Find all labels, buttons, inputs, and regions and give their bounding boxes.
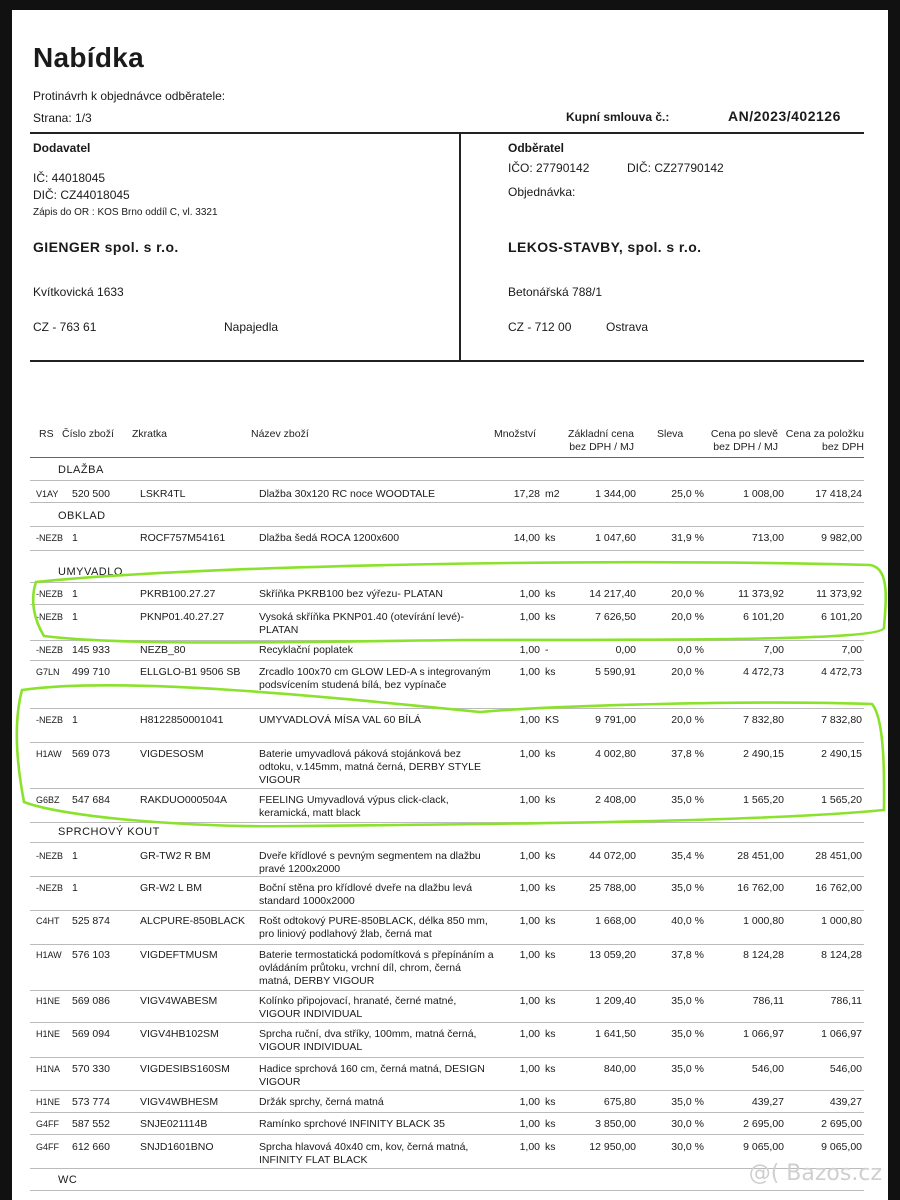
cell-code: 569 086 xyxy=(72,995,110,1007)
cell-abbr: GR-TW2 R BM xyxy=(140,850,211,862)
cell-code: 569 094 xyxy=(72,1028,110,1040)
cell-abbr: NEZB_80 xyxy=(140,644,186,656)
cell-abbr: PKRB100.27.27 xyxy=(140,588,216,600)
cell-discount: 40,0 % xyxy=(671,915,704,927)
section-underline xyxy=(30,480,864,481)
row-divider xyxy=(30,822,864,823)
row-divider xyxy=(30,660,864,661)
cell-after-discount: 1 066,97 xyxy=(743,1028,784,1040)
cell-qty: 1,00 xyxy=(519,644,540,656)
cell-name: Kolínko připojovací, hranaté, černé matné, VIGOUR INDIVIDUAL xyxy=(259,995,457,1020)
cell-rs: H1NA xyxy=(36,1064,61,1074)
cell-qty: 1,00 xyxy=(519,714,540,726)
col-total xyxy=(774,428,864,454)
document-title: Nabídka xyxy=(33,42,145,73)
cell-qty: 1,00 xyxy=(519,850,540,862)
cell-unit: ks xyxy=(545,532,556,544)
cell-base-price: 4 002,80 xyxy=(595,748,636,760)
cell-qty: 1,00 xyxy=(519,915,540,927)
cell-name: Recyklační poplatek xyxy=(259,644,353,656)
cell-qty: 1,00 xyxy=(519,1063,540,1075)
row-divider xyxy=(30,708,864,709)
cell-abbr: ELLGLO-B1 9506 SB xyxy=(140,666,241,678)
col-after-discount-line2: bez DPH / MJ xyxy=(713,441,778,453)
row-divider xyxy=(30,1134,864,1135)
cell-total: 7 832,80 xyxy=(821,714,862,726)
cell-abbr: LSKR4TL xyxy=(140,488,186,500)
cell-base-price: 25 788,00 xyxy=(589,882,636,894)
cell-rs: H1NE xyxy=(36,1029,61,1039)
supplier-name: GIENGER spol. s r.o. xyxy=(33,239,179,255)
customer-zip: CZ - 712 00 xyxy=(508,320,572,334)
col-after-discount-line1: Cena po slevě xyxy=(710,428,778,440)
cell-qty: 1,00 xyxy=(519,794,540,806)
cell-discount: 35,4 % xyxy=(671,850,704,862)
cell-abbr: SNJE021114B xyxy=(140,1118,208,1130)
cell-abbr: VIGDEFTMUSM xyxy=(140,949,218,961)
cell-qty: 1,00 xyxy=(519,949,540,961)
cell-name: Skříňka PKRB100 bez výřezu- PLATAN xyxy=(259,588,444,600)
cell-after-discount: 8 124,28 xyxy=(743,949,784,961)
row-divider xyxy=(30,788,864,789)
cell-abbr: VIGV4WBHESM xyxy=(140,1096,219,1108)
customer-city: Ostrava xyxy=(606,320,649,334)
row-divider xyxy=(30,502,864,503)
supplier-zip: CZ - 763 61 xyxy=(33,320,97,334)
cell-after-discount: 7 832,80 xyxy=(743,714,784,726)
cell-total: 2 695,00 xyxy=(821,1118,862,1130)
cell-total: 4 472,73 xyxy=(821,666,862,678)
cell-name: FEELING Umyvadlová výpus click-clack, keramická, matt black xyxy=(259,794,449,819)
cell-rs: -NEZB xyxy=(36,612,63,622)
cell-abbr: VIGDESIBS160SM xyxy=(140,1063,230,1075)
cell-total: 439,27 xyxy=(829,1096,862,1108)
section-label: UMYVADLO xyxy=(58,566,123,578)
cell-abbr: VIGV4HB102SM xyxy=(140,1028,219,1040)
cell-unit: ks xyxy=(545,1063,556,1075)
cell-abbr: PKNP01.40.27.27 xyxy=(140,611,225,623)
cell-unit: KS xyxy=(545,714,560,726)
cell-unit: ks xyxy=(545,949,556,961)
cell-name: Držák sprchy, černá matná xyxy=(259,1096,384,1108)
cell-after-discount: 7,00 xyxy=(763,644,784,656)
col-rs: RS xyxy=(39,428,54,440)
cell-base-price: 44 072,00 xyxy=(589,850,636,862)
cell-discount: 37,8 % xyxy=(671,748,704,760)
cell-base-price: 7 626,50 xyxy=(595,611,636,623)
cell-after-discount: 2 490,15 xyxy=(743,748,784,760)
cell-discount: 35,0 % xyxy=(671,794,704,806)
cell-unit: ks xyxy=(545,915,556,927)
cell-name: Vysoká skříňka PKNP01.40 (otevírání levé)- PLATAN xyxy=(259,611,465,636)
cell-rs: -NEZB xyxy=(36,883,63,893)
cell-code: 1 xyxy=(72,882,78,894)
cell-after-discount: 1 565,20 xyxy=(743,794,784,806)
cell-discount: 35,0 % xyxy=(671,882,704,894)
customer-street: Betonářská 788/1 xyxy=(508,285,603,299)
cell-total: 7,00 xyxy=(841,644,862,656)
cell-discount: 20,0 % xyxy=(671,666,704,678)
cell-base-price: 9 791,00 xyxy=(595,714,636,726)
cell-discount: 30,0 % xyxy=(671,1141,704,1153)
cell-rs: G7LN xyxy=(36,667,60,677)
cell-qty: 1,00 xyxy=(519,588,540,600)
cell-base-price: 1 668,00 xyxy=(595,915,636,927)
cell-unit: - xyxy=(545,644,549,656)
section-label: WC xyxy=(58,1174,78,1186)
watermark: @( Bazos.cz xyxy=(748,1161,882,1186)
photo-border-right xyxy=(888,0,900,1200)
col-base-price-line2: bez DPH / MJ xyxy=(569,441,634,453)
customer-dic: DIČ: CZ27790142 xyxy=(627,161,724,175)
cell-total: 2 490,15 xyxy=(821,748,862,760)
cell-after-discount: 713,00 xyxy=(751,532,784,544)
col-name: Název zboží xyxy=(251,428,309,440)
cell-name: Baterie umyvadlová páková stojánková bez odtoku, v.145mm, matná černá, DERBY STYLE VIGOUR xyxy=(259,748,481,786)
cell-total: 11 373,92 xyxy=(816,588,862,600)
cell-qty: 1,00 xyxy=(519,611,540,623)
cell-rs: -NEZB xyxy=(36,533,63,543)
cell-code: 1 xyxy=(72,532,78,544)
cell-qty: 1,00 xyxy=(519,1096,540,1108)
cell-code: 145 933 xyxy=(72,644,110,656)
col-base-price xyxy=(548,428,634,454)
cell-after-discount: 16 762,00 xyxy=(737,882,784,894)
cell-after-discount: 546,00 xyxy=(751,1063,784,1075)
document-subtitle: Protinávrh k objednávce odběratele: xyxy=(33,89,226,103)
cell-qty: 14,00 xyxy=(513,532,540,544)
cell-unit: ks xyxy=(545,611,556,623)
cell-base-price: 12 950,00 xyxy=(589,1141,636,1153)
cell-total: 28 451,00 xyxy=(815,850,862,862)
cell-name: Hadice sprchová 160 cm, černá matná, DESIGN VIGOUR xyxy=(259,1063,485,1088)
party-divider xyxy=(459,132,461,362)
supplier-city: Napajedla xyxy=(224,320,279,334)
cell-qty: 1,00 xyxy=(519,1028,540,1040)
cell-rs: G4FF xyxy=(36,1119,60,1129)
cell-unit: ks xyxy=(545,588,556,600)
page-indicator: Strana: 1/3 xyxy=(33,111,92,125)
cell-unit: m2 xyxy=(545,488,560,500)
section-underline xyxy=(30,1190,864,1191)
cell-code: 547 684 xyxy=(72,794,110,806)
row-divider xyxy=(30,910,864,911)
cell-total: 1 000,80 xyxy=(821,915,862,927)
cell-rs: V1AY xyxy=(36,489,59,499)
cell-base-price: 2 408,00 xyxy=(595,794,636,806)
cell-rs: G4FF xyxy=(36,1142,60,1152)
cell-after-discount: 439,27 xyxy=(751,1096,784,1108)
cell-total: 546,00 xyxy=(829,1063,862,1075)
cell-after-discount: 9 065,00 xyxy=(743,1141,784,1153)
row-divider xyxy=(30,1057,864,1058)
supplier-heading: Dodavatel xyxy=(33,141,91,155)
cell-discount: 35,0 % xyxy=(671,995,704,1007)
cell-qty: 1,00 xyxy=(519,748,540,760)
cell-base-price: 0,00 xyxy=(615,644,636,656)
cell-qty: 1,00 xyxy=(519,1141,540,1153)
section-label: SPRCHOVÝ KOUT xyxy=(58,826,160,838)
cell-rs: G6BZ xyxy=(36,795,60,805)
cell-name: Sprcha hlavová 40x40 cm, kov, černá matná, INFINITY FLAT BLACK xyxy=(259,1141,469,1166)
cell-code: 573 774 xyxy=(72,1096,110,1108)
customer-ico: IČO: 27790142 xyxy=(508,161,590,175)
cell-base-price: 14 217,40 xyxy=(589,588,636,600)
cell-discount: 20,0 % xyxy=(671,588,704,600)
cell-rs: -NEZB xyxy=(36,589,63,599)
row-divider xyxy=(30,944,864,945)
cell-after-discount: 6 101,20 xyxy=(743,611,784,623)
cell-qty: 1,00 xyxy=(519,882,540,894)
cell-abbr: ALCPURE-850BLACK xyxy=(140,915,246,927)
supplier-register: Zápis do OR : KOS Brno oddíl C, vl. 3321 xyxy=(33,207,218,218)
cell-base-price: 1 209,40 xyxy=(595,995,636,1007)
cell-discount: 37,8 % xyxy=(671,949,704,961)
cell-code: 587 552 xyxy=(72,1118,110,1130)
col-total-line1: Cena za položku xyxy=(785,428,864,440)
photo-border-top xyxy=(0,0,900,10)
cell-rs: H1AW xyxy=(36,749,62,759)
cell-name: Ramínko sprchové INFINITY BLACK 35 xyxy=(259,1118,445,1130)
section-underline xyxy=(30,582,864,583)
cell-after-discount: 2 695,00 xyxy=(743,1118,784,1130)
cell-total: 786,11 xyxy=(830,995,862,1007)
cell-base-price: 1 047,60 xyxy=(595,532,636,544)
cell-discount: 35,0 % xyxy=(671,1063,704,1075)
cell-name: Dveře křídlové s pevným segmentem na dlažbu pravé 1200x2000 xyxy=(259,850,481,875)
cell-code: 1 xyxy=(72,850,78,862)
cell-code: 570 330 xyxy=(72,1063,110,1075)
cell-unit: ks xyxy=(545,1141,556,1153)
cell-rs: -NEZB xyxy=(36,715,63,725)
supplier-street: Kvítkovická 1633 xyxy=(33,285,124,299)
row-divider xyxy=(30,1112,864,1113)
cell-total: 1 565,20 xyxy=(821,794,862,806)
col-discount: Sleva xyxy=(657,428,684,440)
cell-base-price: 675,80 xyxy=(603,1096,636,1108)
cell-discount: 20,0 % xyxy=(671,611,704,623)
photo-border-left xyxy=(0,0,12,1200)
cell-after-discount: 1 008,00 xyxy=(743,488,784,500)
cell-unit: ks xyxy=(545,748,556,760)
cell-abbr: H8122850001041 xyxy=(140,714,224,726)
col-base-price-line1: Základní cena xyxy=(568,428,634,440)
cell-discount: 25,0 % xyxy=(671,488,704,500)
section-label: OBKLAD xyxy=(58,510,106,522)
header-rule-top xyxy=(30,132,864,134)
cell-code: 1 xyxy=(72,611,78,623)
header-underline xyxy=(30,457,864,458)
cell-abbr: SNJD1601BNO xyxy=(140,1141,214,1153)
cell-unit: ks xyxy=(545,794,556,806)
cell-base-price: 1 344,00 xyxy=(595,488,636,500)
row-divider xyxy=(30,990,864,991)
cell-code: 1 xyxy=(72,714,78,726)
cell-rs: -NEZB xyxy=(36,645,63,655)
cell-qty: 1,00 xyxy=(519,995,540,1007)
cell-abbr: RAKDUO000504A xyxy=(140,794,227,806)
cell-after-discount: 11 373,92 xyxy=(738,588,784,600)
cell-name: Baterie termostatická podomítková s přepínáním a ovládáním průtoku, vrchní díl, chrom, černá matná, DERBY VIGOUR xyxy=(259,949,494,987)
cell-code: 576 103 xyxy=(72,949,110,961)
cell-rs: H1NE xyxy=(36,996,61,1006)
cell-discount: 0,0 % xyxy=(677,644,704,656)
cell-after-discount: 786,11 xyxy=(752,995,784,1007)
section-underline xyxy=(30,842,864,843)
supplier-dic: DIČ: CZ44018045 xyxy=(33,188,130,202)
section-label: DLAŽBA xyxy=(58,464,104,476)
cell-name: UMYVADLOVÁ MÍSA VAL 60 BÍLÁ xyxy=(259,714,422,726)
cell-code: 612 660 xyxy=(72,1141,110,1153)
row-divider xyxy=(30,1168,864,1169)
cell-after-discount: 1 000,80 xyxy=(743,915,784,927)
cell-unit: ks xyxy=(545,882,556,894)
cell-abbr: ROCF757M54161 xyxy=(140,532,226,544)
cell-base-price: 13 059,20 xyxy=(589,949,636,961)
cell-code: 499 710 xyxy=(72,666,110,678)
cell-qty: 1,00 xyxy=(519,1118,540,1130)
cell-name: Rošt odtokový PURE-850BLACK, délka 850 mm, pro liniový podlahový žlab, černá mat xyxy=(259,915,488,940)
cell-abbr: VIGV4WABESM xyxy=(140,995,218,1007)
cell-code: 569 073 xyxy=(72,748,110,760)
row-divider xyxy=(30,1090,864,1091)
cell-unit: ks xyxy=(545,1118,556,1130)
cell-name: Dlažba 30x120 RC noce WOODTALE xyxy=(259,488,436,500)
cell-code: 525 874 xyxy=(72,915,110,927)
cell-after-discount: 28 451,00 xyxy=(737,850,784,862)
cell-rs: H1AW xyxy=(36,950,62,960)
cell-code: 1 xyxy=(72,588,78,600)
cell-base-price: 840,00 xyxy=(603,1063,636,1075)
cell-base-price: 5 590,91 xyxy=(595,666,636,678)
cell-base-price: 3 850,00 xyxy=(595,1118,636,1130)
cell-rs: H1NE xyxy=(36,1097,61,1107)
cell-total: 9 982,00 xyxy=(821,532,862,544)
cell-rs: C4HT xyxy=(36,916,60,926)
customer-order: Objednávka: xyxy=(508,185,576,199)
col-qty: Množství xyxy=(494,428,537,440)
cell-discount: 20,0 % xyxy=(671,714,704,726)
header-rule-bottom xyxy=(30,360,864,362)
cell-base-price: 1 641,50 xyxy=(595,1028,636,1040)
cell-rs: -NEZB xyxy=(36,851,63,861)
cell-unit: ks xyxy=(545,1096,556,1108)
contract-label: Kupní smlouva č.: xyxy=(566,110,670,124)
row-divider xyxy=(30,550,864,551)
cell-total: 1 066,97 xyxy=(821,1028,862,1040)
cell-total: 6 101,20 xyxy=(821,611,862,623)
customer-name: LEKOS-STAVBY, spol. s r.o. xyxy=(508,239,702,255)
cell-discount: 35,0 % xyxy=(671,1096,704,1108)
customer-heading: Odběratel xyxy=(508,141,565,155)
row-divider xyxy=(30,1022,864,1023)
cell-discount: 30,0 % xyxy=(671,1118,704,1130)
cell-unit: ks xyxy=(545,1028,556,1040)
col-after-discount xyxy=(694,428,778,454)
cell-total: 8 124,28 xyxy=(821,949,862,961)
cell-qty: 17,28 xyxy=(513,488,540,500)
col-abbr: Zkratka xyxy=(132,428,168,440)
cell-name: Dlažba šedá ROCA 1200x600 xyxy=(259,532,400,544)
cell-name: Sprcha ruční, dva stříky, 100mm, matná černá, VIGOUR INDIVIDUAL xyxy=(259,1028,477,1053)
contract-number: AN/2023/402126 xyxy=(728,108,841,124)
row-divider xyxy=(30,640,864,641)
row-divider xyxy=(30,742,864,743)
cell-total: 9 065,00 xyxy=(821,1141,862,1153)
supplier-ico: IČ: 44018045 xyxy=(33,171,106,185)
cell-total: 17 418,24 xyxy=(815,488,862,500)
row-divider xyxy=(30,876,864,877)
cell-total: 16 762,00 xyxy=(815,882,862,894)
cell-unit: ks xyxy=(545,995,556,1007)
cell-unit: ks xyxy=(545,850,556,862)
cell-abbr: GR-W2 L BM xyxy=(140,882,203,894)
cell-discount: 31,9 % xyxy=(671,532,704,544)
cell-name: Zrcadlo 100x70 cm GLOW LED-A s integrovaným podsvícením studená bílá, bez vypínače xyxy=(259,666,491,691)
cell-qty: 1,00 xyxy=(519,666,540,678)
row-divider xyxy=(30,604,864,605)
cell-abbr: VIGDESOSM xyxy=(140,748,204,760)
section-underline xyxy=(30,526,864,527)
cell-discount: 35,0 % xyxy=(671,1028,704,1040)
col-code: Číslo zboží xyxy=(62,428,114,440)
cell-after-discount: 4 472,73 xyxy=(743,666,784,678)
cell-code: 520 500 xyxy=(72,488,110,500)
col-total-line2: bez DPH xyxy=(821,441,864,453)
cell-unit: ks xyxy=(545,666,556,678)
cell-name: Boční stěna pro křídlové dveře na dlažbu levá standard 1000x2000 xyxy=(259,882,473,907)
